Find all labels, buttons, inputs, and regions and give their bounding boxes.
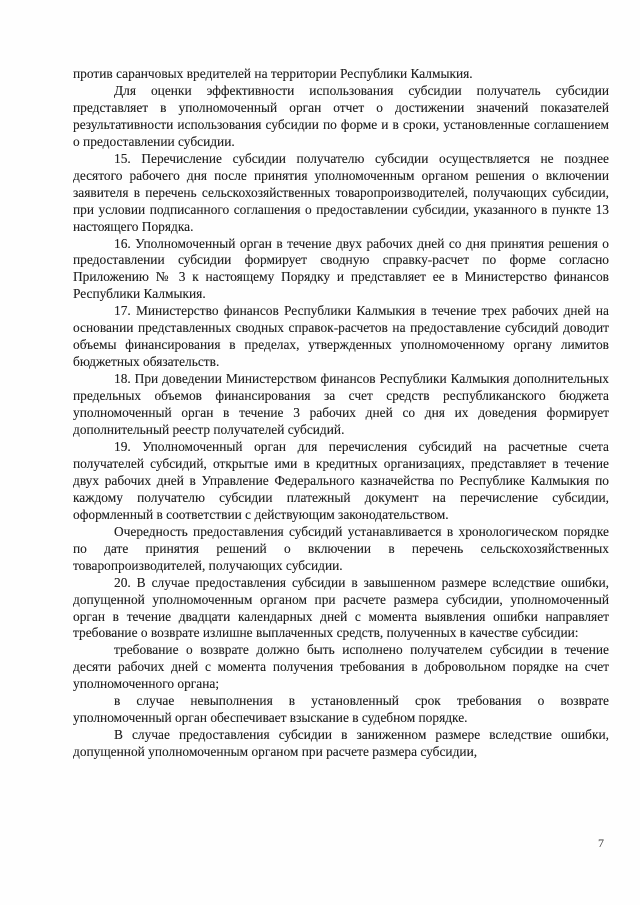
- paragraph-item-15: 15. Перечисление субсидии получателю субсидии осуществляется не позднее десятого рабочего дня после принятия уполномоченным органом решения о включении заявителя в перечень сельскохозяйственных товаропроизводителей, получающих субсидии, при условии подписанного соглашения о предоставлении субсидии, указанного в пункте 13 настоящего Порядка.: [73, 150, 609, 234]
- paragraph-continuation: против саранчовых вредителей на территории Республики Калмыкия.: [73, 66, 473, 81]
- document-body: [73, 66, 609, 761]
- paragraph-order-of-provision: Очередность предоставления субсидий устанавливается в хронологическом порядке по дате принятия решений о включении в перечень сельскохозяйственных товаропроизводителей, получающих субсидии.: [73, 523, 609, 573]
- paragraph-item-19: 19. Уполномоченный орган для перечисления субсидий на расчетные счета получателей субсидий, открытые ими в кредитных организациях, представляет в течение двух рабочих дней в Управление Федерального казначейства по Республике Калмыкия по каждому получателю субсидии платежный документ на перечисление субсидии, оформленный в соответствии с действующим законодательством.: [73, 438, 609, 522]
- paragraph-court-recovery: в случае невыполнения в установленный срок требования о возврате уполномоченный орган обеспечивает взыскание в судебном порядке.: [73, 693, 609, 726]
- paragraph-refund-requirement: требование о возврате должно быть исполнено получателем субсидии в течение десяти рабочих дней с момента получения требования в добровольном порядке на счет уполномоченного органа;: [73, 642, 609, 692]
- paragraph-underpayment: В случае предоставления субсидии в заниженном размере вследствие ошибки, допущенной уполномоченным органом при расчете размера субсидии,: [73, 727, 609, 760]
- paragraph-item-20: 20. В случае предоставления субсидии в завышенном размере вследствие ошибки, допущенной уполномоченным органом при расчете размера субсидии, уполномоченный орган в течение двадцати календарных дней с момента выявления ошибки направляет требование о возврате излишне выплаченных средств, полученных в качестве субсидии:: [73, 574, 609, 641]
- paragraph-item-18: 18. При доведении Министерством финансов Республики Калмыкия дополнительных предельных объемов финансирования за счет средств республиканского бюджета уполномоченный орган в течение 3 рабочих дней со дня их доведения формирует дополнительный реестр получателей субсидий.: [73, 371, 609, 438]
- paragraph-efficiency-evaluation: Для оценки эффективности использования субсидии получатель субсидии представляет в уполномоченный орган отчет о достижении значений показателей результативности использования субсидии по форме и в сроки, установленные соглашением о предоставлении субсидии.: [73, 82, 609, 149]
- paragraph-item-16: 16. Уполномоченный орган в течение двух рабочих дней со дня принятия решения о предоставлении субсидии формирует сводную справку-расчет по форме согласно Приложению № 3 к настоящему Порядку и представляет ее в Министерство финансов Республики Калмыкия.: [73, 235, 609, 302]
- paragraph-item-17: 17. Министерство финансов Республики Калмыкия в течение трех рабочих дней на основании представленных сводных справок-расчетов на предоставление субсидий доводит объемы финансирования в пределах, утвержденных уполномоченному органу лимитов бюджетных обязательств.: [73, 303, 609, 370]
- page-number: 7: [598, 836, 604, 850]
